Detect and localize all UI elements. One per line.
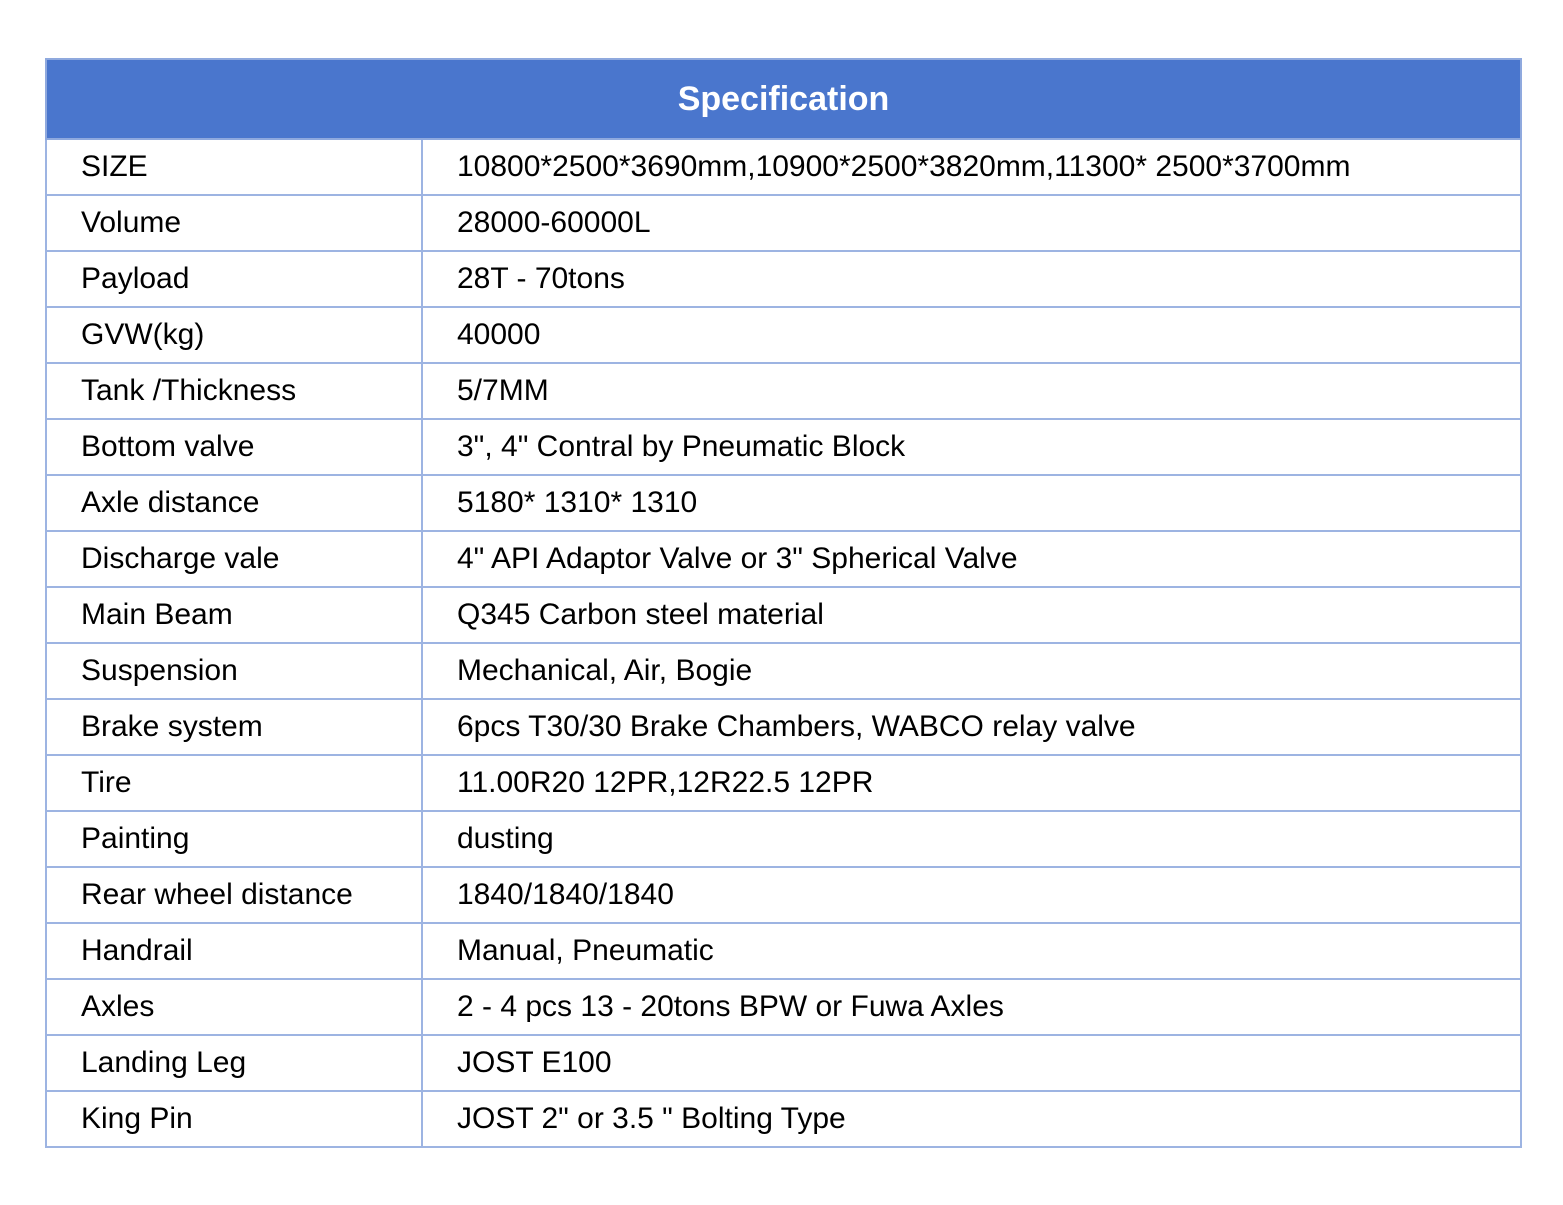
spec-value: Q345 Carbon steel material [422,587,1521,643]
table-title: Specification [46,59,1521,139]
specification-table [45,58,1522,1148]
spec-value: Manual, Pneumatic [422,923,1521,979]
spec-label: Painting [46,811,422,867]
spec-label: Payload [46,251,422,307]
table-row [46,307,1521,363]
spec-label: Brake system [46,699,422,755]
table-row [46,643,1521,699]
table-row [46,923,1521,979]
table-row [46,1091,1521,1147]
spec-label: Suspension [46,643,422,699]
table-row [46,979,1521,1035]
spec-value: dusting [422,811,1521,867]
spec-value: 40000 [422,307,1521,363]
spec-value: 3", 4" Contral by Pneumatic Block [422,419,1521,475]
spec-label: Rear wheel distance [46,867,422,923]
spec-label: Landing Leg [46,1035,422,1091]
table-row [46,587,1521,643]
spec-value: 28000-60000L [422,195,1521,251]
spec-label: Tank /Thickness [46,363,422,419]
spec-value: JOST 2" or 3.5 " Bolting Type [422,1091,1521,1147]
spec-value: Mechanical, Air, Bogie [422,643,1521,699]
spec-value: 2 - 4 pcs 13 - 20tons BPW or Fuwa Axles [422,979,1521,1035]
spec-label: Axle distance [46,475,422,531]
spec-label: Tire [46,755,422,811]
spec-value: 5/7MM [422,363,1521,419]
spec-value: 11.00R20 12PR,12R22.5 12PR [422,755,1521,811]
table-row [46,195,1521,251]
table-body [46,139,1521,1147]
spec-value: 6pcs T30/30 Brake Chambers, WABCO relay valve [422,699,1521,755]
table-row [46,867,1521,923]
table-row [46,363,1521,419]
table-row [46,139,1521,195]
table-row [46,755,1521,811]
spec-label: Volume [46,195,422,251]
table-row [46,811,1521,867]
spec-value: 28T - 70tons [422,251,1521,307]
spec-value: 1840/1840/1840 [422,867,1521,923]
table-row [46,1035,1521,1091]
spec-label: Axles [46,979,422,1035]
table-row [46,251,1521,307]
spec-label: Handrail [46,923,422,979]
table-header-row [46,59,1521,139]
table-row [46,419,1521,475]
spec-value: 10800*2500*3690mm,10900*2500*3820mm,11300* 2500*3700mm [422,139,1521,195]
table-row [46,699,1521,755]
spec-label: Discharge vale [46,531,422,587]
spec-value: JOST E100 [422,1035,1521,1091]
spec-label: Main Beam [46,587,422,643]
spec-label: Bottom valve [46,419,422,475]
spec-label: SIZE [46,139,422,195]
spec-label: GVW(kg) [46,307,422,363]
table-row [46,531,1521,587]
spec-value: 4" API Adaptor Valve or 3" Spherical Valve [422,531,1521,587]
spec-label: King Pin [46,1091,422,1147]
table-row [46,475,1521,531]
spec-value: 5180* 1310* 1310 [422,475,1521,531]
